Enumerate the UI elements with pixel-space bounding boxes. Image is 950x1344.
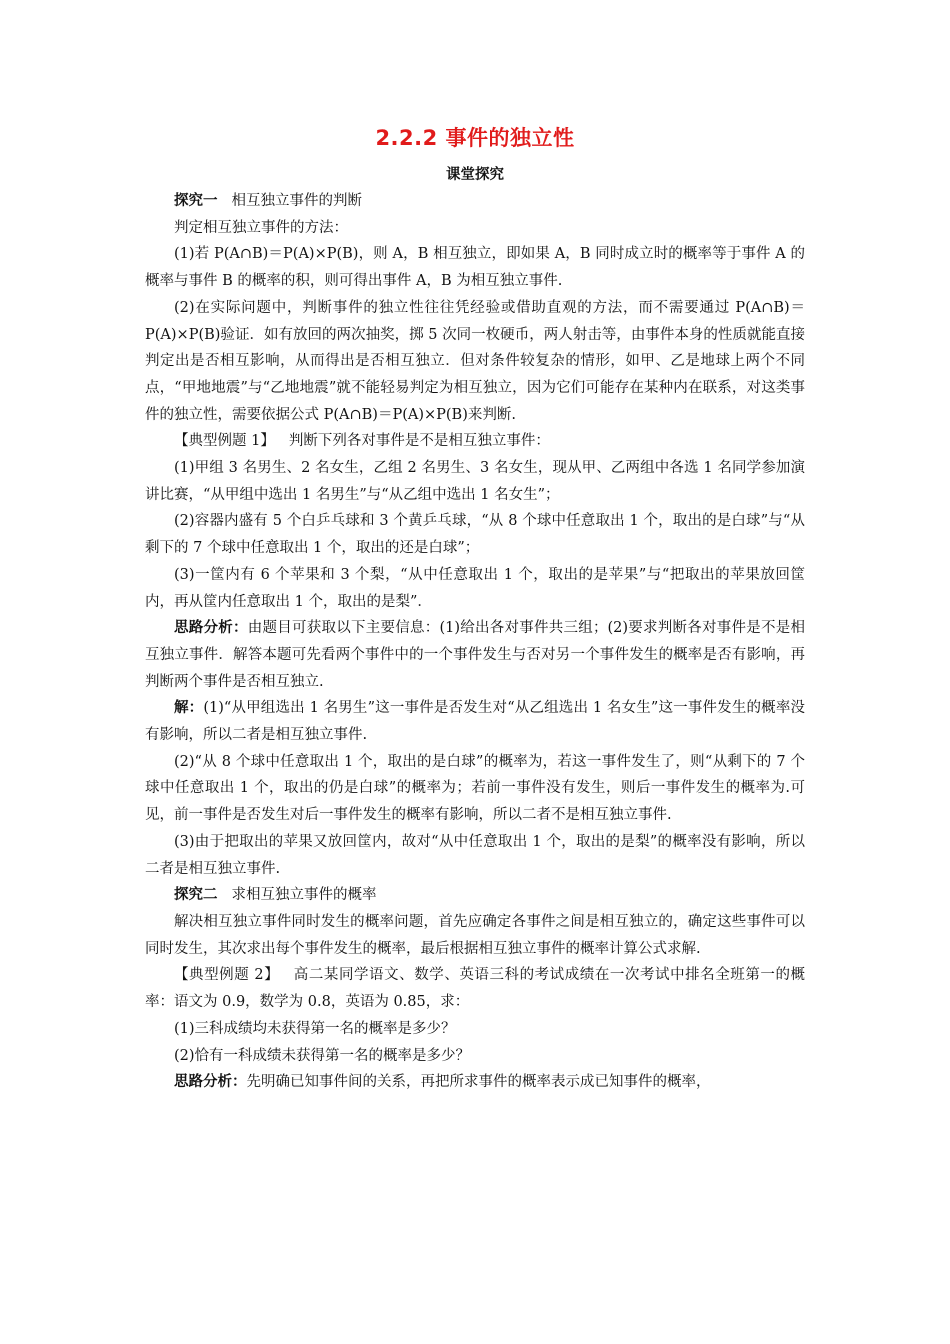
analysis-text-2: 先明确已知事件间的关系，再把所求事件的概率表示成已知事件的概率， bbox=[246, 1074, 711, 1091]
explore1-heading bbox=[145, 188, 805, 215]
document-body bbox=[145, 188, 805, 1096]
analysis-label-2: 思路分析： bbox=[174, 1074, 247, 1091]
example2-question bbox=[145, 962, 805, 1015]
explore2-label: 探究二 bbox=[174, 887, 218, 904]
page-title: 2.2.2 事件的独立性 bbox=[375, 126, 575, 150]
explore1-label: 探究一 bbox=[174, 193, 218, 209]
section-subtitle: 课堂探究 bbox=[446, 167, 504, 183]
example2-q1: (1)三科成绩均未获得第一名的概率是多少？ bbox=[174, 1020, 456, 1037]
example2-question-text: 高二某同学语文、数学、英语三科的考试成绩在一次考试中排名全班第一的概率：语文为 0.9，数学为 0.8，英语为 0.85，求： bbox=[145, 967, 805, 1011]
example1-analysis bbox=[145, 615, 805, 695]
solution-label: 解： bbox=[174, 700, 204, 717]
analysis-label: 思路分析： bbox=[174, 620, 248, 637]
example1-solution-3: (3)由于把取出的苹果又放回筐内，故对“从中任意取出 1 个，取出的是梨”的概率没有影响，所以二者是相互独立事件. bbox=[145, 833, 805, 877]
example1-solution-2: (2)“从 8 个球中任意取出 1 个，取出的是白球”的概率为，若这一事件发生了，则“从剩下的 7 个球中任意取出 1 个，取出的仍是白球”的概率为；若前一事件没有发生，则后一事件发生的概率为.可见，前一事件是否发生对后一事件发生的概率有影响，所以二者不是相互独立事件. bbox=[145, 753, 805, 824]
explore1-heading-text: 相互独立事件的判断 bbox=[231, 193, 362, 209]
example1-label: 【典型例题 1】 bbox=[174, 433, 275, 450]
example1-question-text: 判断下列各对事件是不是相互独立事件： bbox=[288, 433, 550, 450]
example2-q2: (2)恰有一科成绩未获得第一名的概率是多少？ bbox=[174, 1047, 471, 1064]
solution-1-text: (1)“从甲组选出 1 名男生”这一事件是否发生对“从乙组选出 1 名女生”这一事件发生的概率没有影响，所以二者是相互独立事件. bbox=[145, 700, 806, 744]
example1-question bbox=[145, 428, 805, 455]
method-2: (2)在实际问题中，判断事件的独立性往往凭经验或借助直观的方法，而不需要通过 P(A∩B)＝P(A)×P(B)验证．如有放回的两次抽奖，掷 5 次同一枚硬币，两人射击等，由事件本身的性质就能直接判定出是否相互影响，从而得出是否相互独立．但对条件较复杂的情形，如甲、乙是地球上两个不同点，“甲地地震”与“乙地地震”就不能轻易判定为相互独立，因为它们可能存在某种内在联系，对这类事件的独立性，需要依据公式 P(A∩B)＝P(A)×P(B)来判断. bbox=[145, 299, 805, 423]
analysis-text: 由题目可获取以下主要信息：(1)给出各对事件共三组；(2)要求判断各对事件是不是相互独立事件．解答本题可先看两个事件中的一个事件发生与否对另一个事件发生的概率是否有影响，再判断两个事件是否相互独立. bbox=[145, 620, 806, 690]
explore2-heading bbox=[145, 882, 805, 909]
explore2-text: 解决相互独立事件同时发生的概率问题，首先应确定各事件之间是相互独立的，确定这些事件可以同时发生，其次求出每个事件发生的概率，最后根据相互独立事件的概率计算公式求解. bbox=[145, 913, 805, 957]
method-1: (1)若 P(A∩B)＝P(A)×P(B)，则 A，B 相互独立，即如果 A，B 同时成立时的概率等于事件 A 的概率与事件 B 的概率的积，则可得出事件 A，B 为相互独立事件. bbox=[145, 246, 805, 290]
example2-label: 【典型例题 2】 bbox=[174, 967, 280, 984]
explore2-heading-text: 求相互独立事件的概率 bbox=[231, 887, 377, 904]
method-intro: 判定相互独立事件的方法： bbox=[174, 219, 348, 236]
example1-q2: (2)容器内盛有 5 个白乒乓球和 3 个黄乒乓球，“从 8 个球中任意取出 1 个，取出的是白球”与“从剩下的 7 个球中任意取出 1 个，取出的还是白球”； bbox=[145, 513, 805, 557]
example1-solution-1 bbox=[145, 695, 805, 748]
example1-q3: (3)一筐内有 6 个苹果和 3 个梨，“从中任意取出 1 个，取出的是苹果”与“把取出的苹果放回筐内，再从筐内任意取出 1 个，取出的是梨”． bbox=[145, 566, 805, 610]
example2-analysis bbox=[145, 1069, 805, 1096]
example1-q1: (1)甲组 3 名男生、2 名女生，乙组 2 名男生、3 名女生，现从甲、乙两组中各选 1 名同学参加演讲比赛，“从甲组中选出 1 名男生”与“从乙组中选出 1 名女生”； bbox=[145, 460, 805, 503]
